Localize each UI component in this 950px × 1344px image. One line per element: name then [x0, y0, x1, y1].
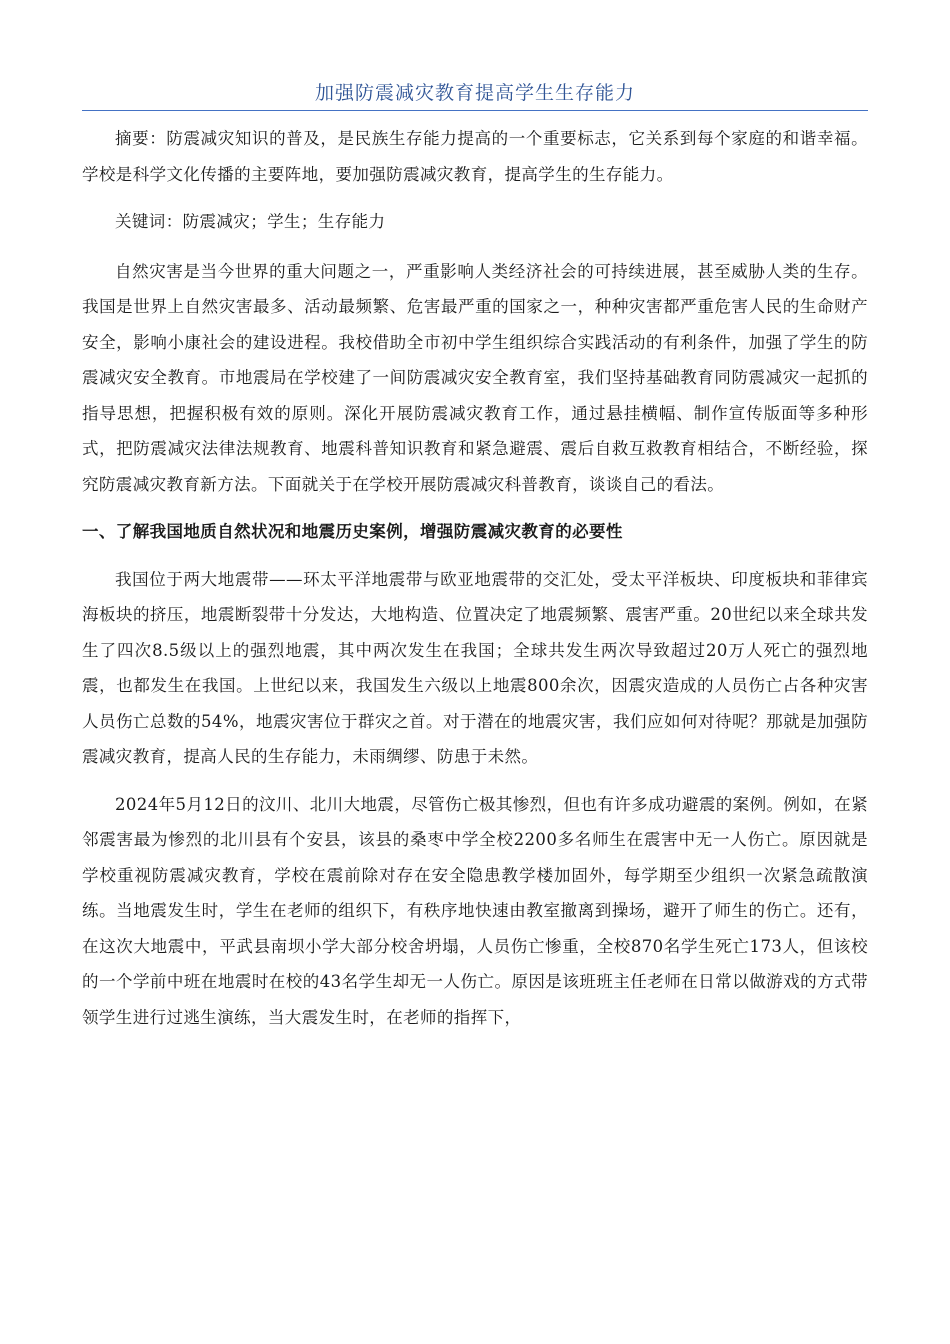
abstract-paragraph: 摘要：防震减灾知识的普及，是民族生存能力提高的一个重要标志，它关系到每个家庭的和谐幸福。学校是科学文化传播的主要阵地，要加强防震减灾教育，提高学生的生存能力。 [82, 129, 868, 184]
section-1-paragraph-2: 2024年5月12日的汶川、北川大地震，尽管伤亡极其惨烈，但也有许多成功避震的案例。例如，在紧邻震害最为惨烈的北川县有个安县，该县的桑枣中学全校2200多名师生在震害中无一人伤亡。原因就是学校重视防震减灾教育，学校在震前除对存在安全隐患教学楼加固外，每学期至少组织一次紧急疏散演练。当地震发生时，学生在老师的组织下，有秩序地快速由教室撤离到操场，避开了师生的伤亡。还有，在这次大地震中，平武县南坝小学大部分校舍坍塌，人员伤亡惨重，全校870名学生死亡173人，但该校的一个学前中班在地震时在校的43名学生却无一人伤亡。原因是该班班主任老师在日常以做游戏的方式带领学生进行过逃生演练，当大震发生时，在老师的指挥下， [82, 794, 868, 1027]
section-1-heading: 一、了解我国地质自然状况和地震历史案例，增强防震减灾教育的必要性 [82, 522, 623, 541]
intro-paragraph: 自然灾害是当今世界的重大问题之一，严重影响人类经济社会的可持续进展，甚至威胁人类的生存。我国是世界上自然灾害最多、活动最频繁、危害最严重的国家之一，种种灾害都严重危害人民的生命财产安全，影响小康社会的建设进程。我校借助全市初中学生组织综合实践活动的有利条件，加强了学生的防震减灾安全教育。市地震局在学校建了一间防震减灾安全教育室，我们坚持基础教育同防震减灾一起抓的指导思想，把握积极有效的原则。深化开展防震减灾教育工作，通过悬挂横幅、制作宣传版面等多种形式，把防震减灾法律法规教育、地震科普知识教育和紧急避震、震后自救互救教育相结合，不断经验，探究防震减灾教育新方法。下面就关于在学校开展防震减灾科普教育，谈谈自己的看法。 [82, 261, 868, 494]
section-1-paragraph-1: 我国位于两大地震带——环太平洋地震带与欧亚地震带的交汇处，受太平洋板块、印度板块和菲律宾海板块的挤压，地震断裂带十分发达，大地构造、位置决定了地震频繁、震害严重。20世纪以来全球共发生了四次8.5级以上的强烈地震，其中两次发生在我国；全球共发生两次导致超过20万人死亡的强烈地震，也都发生在我国。上世纪以来，我国发生六级以上地震800余次，因震灾造成的人员伤亡占各种灾害人员伤亡总数的54%，地震灾害位于群灾之首。对于潜在的地震灾害，我们应如何对待呢？那就是加强防震减灾教育，提高人民的生存能力，未雨绸缪、防患于未然。 [82, 569, 868, 766]
keywords-line: 关键词：防震减灾；学生；生存能力 [115, 212, 386, 231]
document-page [82, 78, 868, 1047]
document-title: 加强防震减灾教育提高学生生存能力 [82, 78, 868, 111]
